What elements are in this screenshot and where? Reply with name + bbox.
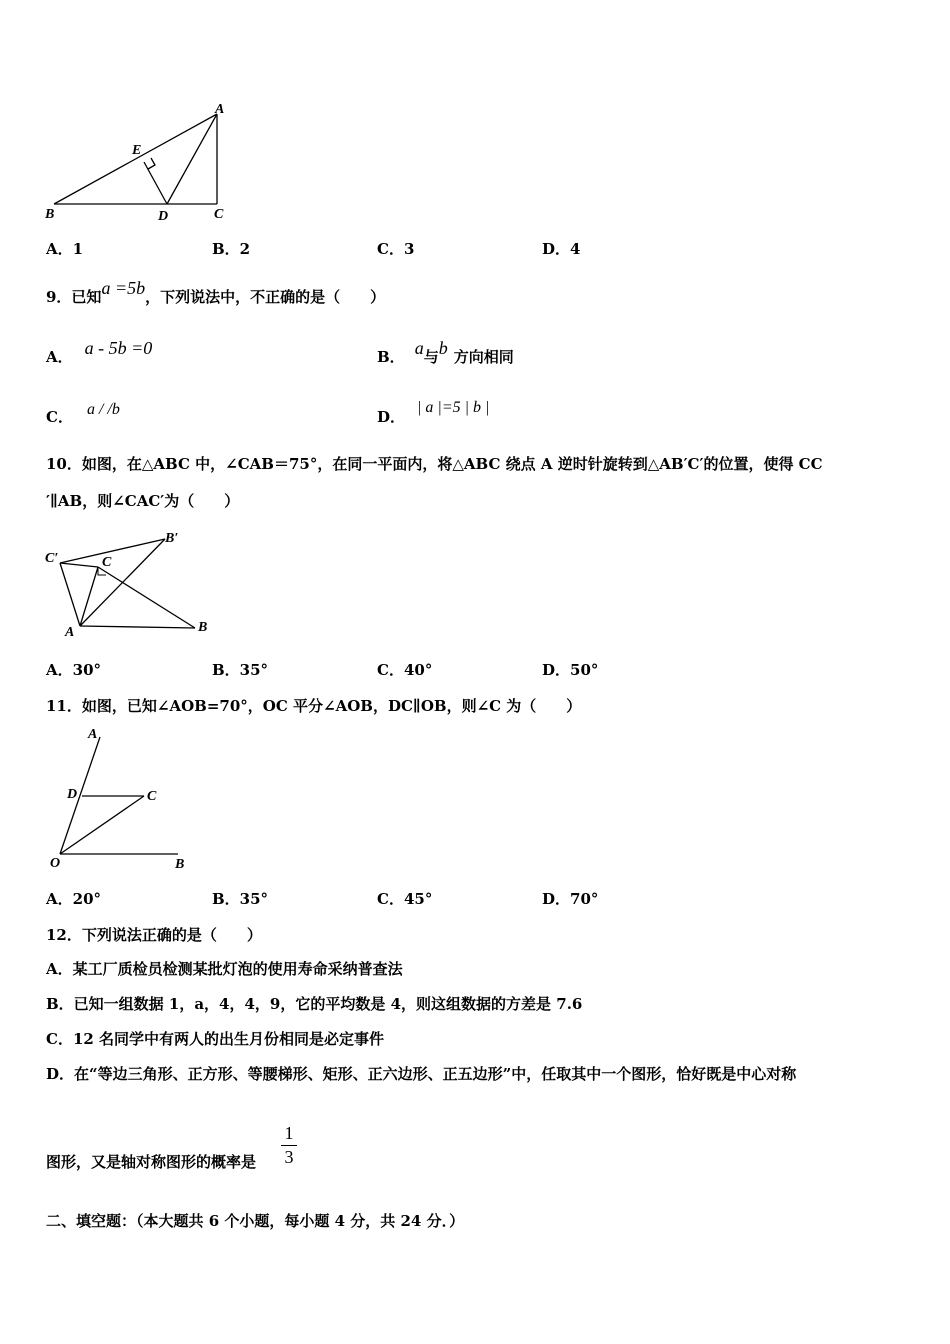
figure-q10 <box>40 525 220 643</box>
q12-frac-bar <box>281 1145 297 1146</box>
fig10-label-A: A <box>65 625 75 640</box>
q9-b-mid: 与 <box>423 348 439 366</box>
q9-stem <box>46 278 386 307</box>
q9-stem-post: ，下列说法中，不正确的是（ ） <box>145 288 386 306</box>
fig8-label-B: B <box>45 207 55 222</box>
q11-option-c[interactable]: C．45° <box>377 890 433 908</box>
q12-option-d-line2: 图形，又是轴对称图形的概率是 <box>46 1153 257 1171</box>
q9-a-label: A． <box>46 348 73 366</box>
q9-b-math-b: b <box>438 338 448 358</box>
q9-d-math: | a |=5 | b | <box>417 399 490 416</box>
q9-c-math: a / /b <box>86 401 120 418</box>
q8-option-b[interactable]: B．2 <box>212 240 251 258</box>
section-2-title: 二、填空题：（本大题共 6 个小题，每小题 4 分，共 24 分．） <box>46 1212 465 1230</box>
q9-option-b[interactable] <box>377 338 514 367</box>
figure-q8 <box>40 100 240 225</box>
q9-option-a[interactable] <box>46 338 153 367</box>
figure-q11 <box>40 722 200 874</box>
fig8-label-E: E <box>132 143 142 158</box>
q12-frac-num: 1 <box>284 1123 294 1143</box>
q9-b-post: 方向相同 <box>453 348 514 366</box>
q10-option-a[interactable]: A．30° <box>46 661 102 679</box>
q12-option-c[interactable]: C．12 名同学中有两人的出生月份相同是必定事件 <box>46 1030 385 1048</box>
fig11-label-D: D <box>67 787 78 802</box>
q9-b-label: B． <box>377 348 405 366</box>
fig11-label-A: A <box>88 727 98 742</box>
fig8-label-A: A <box>215 102 225 117</box>
fig11-label-B: B <box>175 857 185 872</box>
q12-option-a[interactable]: A．某工厂质检员检测某批灯泡的使用寿命采纳普查法 <box>46 960 403 978</box>
q9-stem-math: a =5b <box>101 278 146 298</box>
q9-a-math: a - 5b =0 <box>84 338 153 358</box>
q9-option-c[interactable] <box>46 401 120 427</box>
q12-stem: 12．下列说法正确的是（ ） <box>46 926 262 944</box>
q10-option-c[interactable]: C．40° <box>377 661 433 679</box>
q9-d-label: D． <box>377 408 406 426</box>
q11-option-d[interactable]: D．70° <box>542 890 599 908</box>
q12-fraction <box>281 1123 297 1168</box>
q11-stem: 11．如图，已知∠AOB=70°，OC 平分∠AOB，DC∥OB，则∠C 为（ ） <box>46 697 582 715</box>
q8-option-c[interactable]: C．3 <box>377 240 415 258</box>
fig10-label-C: C <box>102 555 112 570</box>
q11-option-b[interactable]: B．35° <box>212 890 269 908</box>
q9-option-d[interactable] <box>377 399 490 427</box>
fig11-label-O: O <box>50 856 61 871</box>
fig11-label-C: C <box>147 789 157 804</box>
q9-stem-pre: 9．已知 <box>46 288 102 306</box>
q12-option-b[interactable]: B．已知一组数据 1，a，4，4，9，它的平均数是 4，则这组数据的方差是 7.6 <box>46 995 583 1013</box>
q10-option-d[interactable]: D．50° <box>542 661 599 679</box>
q12-frac-den: 3 <box>284 1147 294 1167</box>
q8-option-d[interactable]: D．4 <box>542 240 581 258</box>
q10-stem-line1: 10．如图，在△ABC 中，∠CAB＝75°，在同一平面内，将△ABC 绕点 A 逆时针旋转到△AB′C′的位置，使得 CC <box>46 455 823 473</box>
fig10-label-C1: C′ <box>45 551 59 566</box>
fig10-label-B: B <box>198 620 208 635</box>
q10-stem-line2: ′∥AB，则∠CAC′为（ ） <box>46 492 240 510</box>
q9-c-label: C． <box>46 408 73 426</box>
fig10-label-B1: B′ <box>165 531 179 546</box>
q8-option-a[interactable]: A．1 <box>46 240 84 258</box>
fig8-label-C: C <box>214 207 224 222</box>
q12-option-d-line1[interactable]: D．在“等边三角形、正方形、等腰梯形、矩形、正六边形、正五边形”中，任取其中一个图形，恰好既是中心对称 <box>46 1065 797 1083</box>
q9-b-math-a: a <box>414 338 424 358</box>
q10-option-b[interactable]: B．35° <box>212 661 269 679</box>
fig8-label-D: D <box>158 209 169 224</box>
q11-option-a[interactable]: A．20° <box>46 890 102 908</box>
